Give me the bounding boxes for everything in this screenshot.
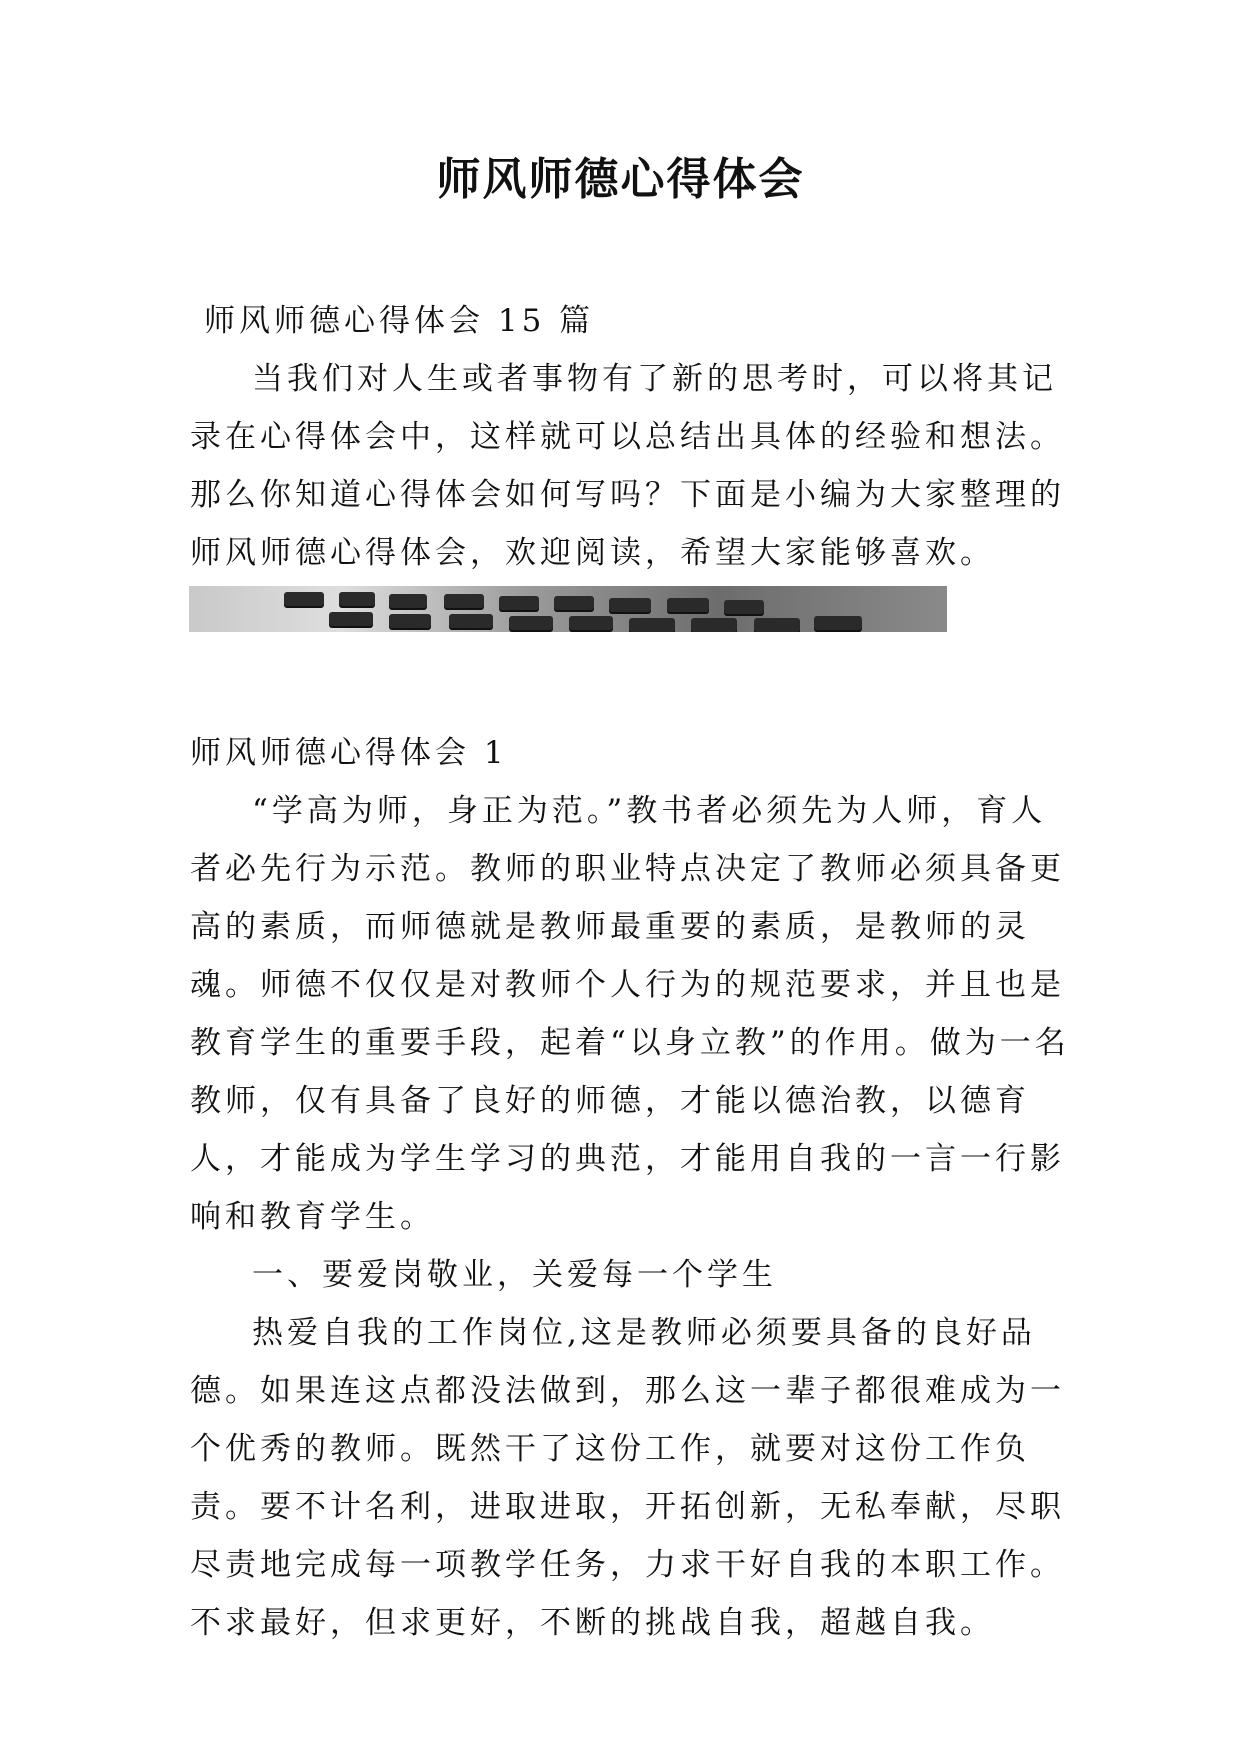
keyboard-key-icon (509, 616, 553, 630)
keyboard-key-icon (814, 616, 862, 630)
keyboard-banner-image (189, 586, 947, 632)
document-body (190, 292, 1070, 1652)
keyboard-key-icon (667, 598, 709, 612)
keyboard-key-icon (499, 596, 539, 610)
section-heading: 师风师德心得体会 1 (190, 735, 508, 771)
keyboard-key-icon (284, 592, 324, 606)
keyboard-key-icon (554, 596, 594, 610)
keyboard-key-icon (449, 614, 493, 628)
document-title: 师风师德心得体会 (436, 154, 805, 205)
keyboard-key-icon (754, 618, 800, 632)
keyboard-key-icon (444, 594, 484, 608)
document-subtitle: 师风师德心得体会 15 篇 (204, 303, 595, 339)
keyboard-key-icon (569, 616, 613, 630)
section-paragraph: 热爱自我的工作岗位,这是教师必须要具备的良好品德。如果连这点都没法做到，那么这一辈子都很难成为一个优秀的教师。既然干了这份工作，就要对这份工作负责。要不计名利，进取进取，开拓创新，无私奉献，尽职尽责地完成每一项教学任务，力求干好自我的本职工作。不求最好，但求更好，不断的挑战自我，超越自我。 (190, 1315, 1065, 1641)
keyboard-key-icon (629, 618, 675, 632)
point-heading: 一、要爱岗敬业，关爱每一个学生 (252, 1257, 777, 1293)
intro-paragraph: 当我们对人生或者事物有了新的思考时，可以将其记录在心得体会中，这样就可以总结出具体的经验和想法。那么你知道心得体会如何写吗？下面是小编为大家整理的师风师德心得体会，欢迎阅读，希望大家能够喜欢。 (190, 361, 1065, 571)
keyboard-key-icon (389, 594, 427, 608)
keyboard-key-icon (609, 598, 651, 612)
keyboard-key-icon (389, 614, 431, 628)
keyboard-key-icon (691, 618, 737, 632)
section-paragraph: “学高为师，身正为范。”教书者必须先为人师，育人者必先行为示范。教师的职业特点决定了教师必须具备更高的素质，而师德就是教师最重要的素质，是教师的灵魂。师德不仅仅是对教师个人行为的规范要求，并且也是教育学生的重要手段，起着“以身立教”的作用。做为一名教师，仅有具备了良好的师德，才能以德治教，以德育人，才能成为学生学习的典范，才能用自我的一言一行影响和教育学生。 (190, 793, 1070, 1235)
keyboard-key-icon (339, 592, 375, 606)
keyboard-key-icon (724, 600, 764, 614)
keyboard-key-icon (329, 612, 373, 626)
